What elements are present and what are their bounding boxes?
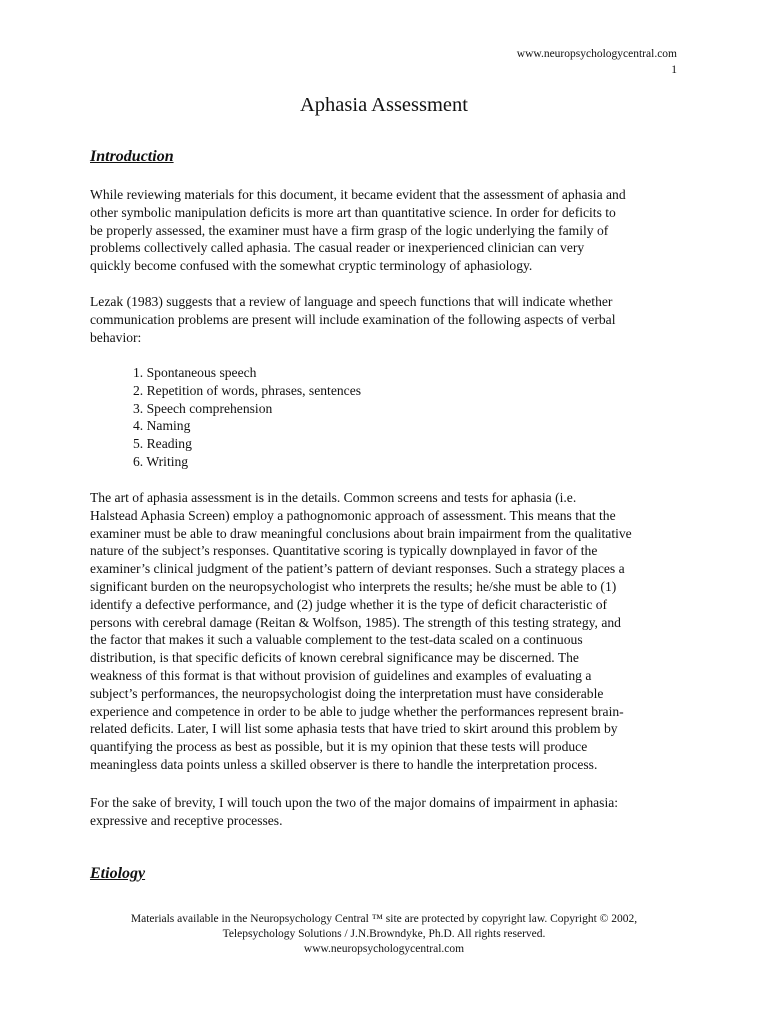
verbal-behavior-list	[133, 364, 361, 471]
copyright-footer: Materials available in the Neuropsychology Central ™ site are protected by copyright law. Copyright © 2002, Telepsychology Solutions / J.N.Browndyke, Ph.D. All rights reserved. www.neuropsychologycentral.com	[130, 913, 638, 955]
list-item: 1. Spontaneous speech	[133, 365, 257, 380]
intro-paragraph-4: For the sake of brevity, I will touch upon the two of the major domains of impairment in aphasia: expressive and receptive processes.	[90, 795, 619, 828]
document-title: Aphasia Assessment	[300, 94, 468, 116]
intro-paragraph-2: Lezak (1983) suggests that a review of language and speech functions that will indicate whether communication problems are present will include examination of the following aspects of verbal behavior:	[90, 294, 616, 345]
list-item: 4. Naming	[133, 418, 191, 434]
page-number: 1	[671, 64, 677, 76]
intro-paragraph-1: While reviewing materials for this document, it became evident that the assessment of aphasia and other symbolic manipulation deficits is more art than quantitative science. In order for deficits to be properly assessed, the examiner must have a firm grasp of the logic underlying the family of problems collectively called aphasia. The casual reader or inexperienced clinician can very quickly become confused with the somewhat cryptic terminology of aphasiology.	[90, 187, 626, 274]
list-item: 2. Repetition of words, phrases, sentences	[133, 382, 362, 398]
introduction-heading: Introduction	[90, 148, 174, 165]
list-item: 3. Speech comprehension	[133, 400, 273, 416]
etiology-heading: Etiology	[90, 865, 146, 882]
list-item: 6. Writing	[133, 453, 189, 469]
list-item: 5. Reading	[133, 436, 192, 452]
header-url: www.neuropsychologycentral.com	[516, 48, 677, 60]
intro-paragraph-3: The art of aphasia assessment is in the details. Common screens and tests for aphasia (i.e. Halstead Aphasia Screen) employ a pathognomonic approach of assessment. This means that the examiner must be able to draw meaningful conclusions about brain impairment from the qualitative nature of the subject’s responses. Quantitative scoring is typically downplayed in favor of the examiner’s clinical judgment of the patient’s pattern of deviant responses. Such a strategy places a significant burden on the neuropsychologist who interprets the results; he/she must be able to (1) identify a defective performance, and (2) judge whether it is the type of deficit characteristic of persons with cerebral damage (Reitan & Wolfson, 1985). The strength of this testing strategy, and the factor that makes it such a valuable complement to the test-data scaled on a continuous distribution, is that specific deficits of known cerebral significance may be discerned. The weakness of this format is that without provision of guidelines and examples of evaluating a subject’s performances, the neuropsychologist doing the interpretation must have considerable experience and competence in order to be able to judge whether the performances represent brain- related deficits. Later, I will list some aphasia tests that have tried to skirt around this problem by quantifying the process as best as possible, but it is my opinion that these tests will produce meaningless data points unless a skilled observer is there to handle the interpretation process.	[90, 490, 632, 772]
